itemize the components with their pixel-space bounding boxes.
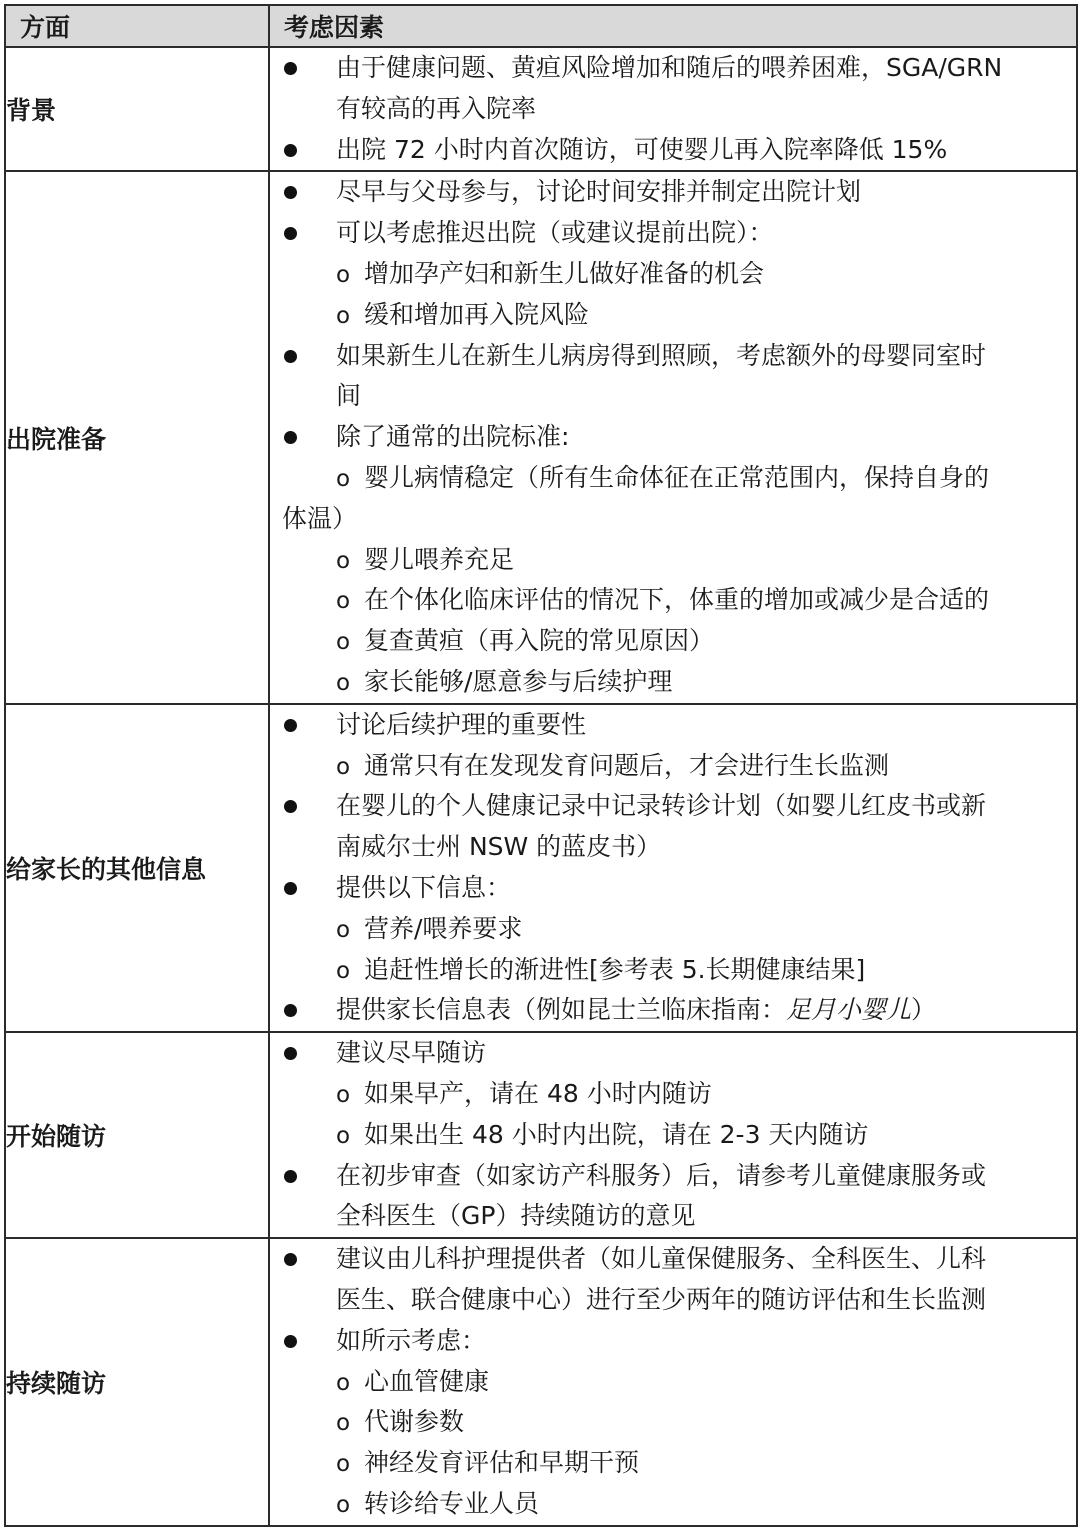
bullet-item [270, 48, 1076, 89]
item-text: 有较高的再入院率 [336, 93, 537, 123]
bullet-item [270, 417, 1076, 458]
sub-item [270, 950, 1076, 991]
sub-bullet-marker: o [336, 588, 351, 615]
sub-item [270, 1484, 1076, 1525]
header-considerations: 考虑因素 [269, 5, 1077, 47]
table-row [5, 171, 1077, 703]
item-text: 转诊给专业人员 [364, 1488, 540, 1518]
item-text: 如所示考虑： [336, 1325, 487, 1355]
bullet-item [270, 1156, 1076, 1197]
sub-bullet-marker: o [336, 669, 351, 696]
item-text: 复查黄疸（再入院的常见原因） [364, 626, 715, 656]
item-text: 建议由儿科护理提供者（如儿童保健服务、全科医生、儿科 [336, 1244, 987, 1274]
item-text: 如果早产，请在 48 小时内随访 [364, 1078, 712, 1108]
considerations-cell [269, 704, 1077, 1032]
item-text: 婴儿喂养充足 [364, 544, 515, 574]
bullet-item [270, 786, 1076, 827]
sub-bullet-marker: o [336, 465, 351, 492]
sub-bullet-marker: o [336, 1491, 351, 1518]
table-row [5, 704, 1077, 1032]
item-text: 在初步审查（如家访产科服务）后，请参考儿童健康服务或 [336, 1160, 987, 1190]
considerations-cell [269, 1238, 1077, 1526]
aspect-cell: 背景 [5, 47, 269, 171]
bullet-item [270, 990, 1076, 1031]
bullet-dot-icon [284, 431, 297, 444]
sub-bullet-marker: o [336, 753, 351, 780]
sub-item [270, 295, 1076, 336]
bullet-item [270, 336, 1076, 377]
item-text: 提供家长信息表（例如昆士兰临床指南： [336, 995, 787, 1025]
considerations-cell [269, 1032, 1077, 1238]
bullet-dot-icon [284, 1004, 297, 1017]
sub-item [270, 1115, 1076, 1156]
item-text: 全科医生（GP）持续随访的意见 [336, 1201, 696, 1231]
item-text: 讨论后续护理的重要性 [336, 709, 587, 739]
aspect-cell: 持续随访 [5, 1238, 269, 1526]
table-row [5, 47, 1077, 171]
item-text: 尽早与父母参与，讨论时间安排并制定出院计划 [336, 177, 862, 207]
item-text: 增加孕产妇和新生儿做好准备的机会 [364, 258, 765, 288]
aspect-cell: 出院准备 [5, 171, 269, 703]
item-text: 在婴儿的个人健康记录中记录转诊计划（如婴儿红皮书或新 [336, 791, 987, 821]
item-text: 建议尽早随访 [336, 1038, 487, 1068]
item-text: 婴儿病情稳定（所有生命体征在正常范围内，保持自身的 [364, 462, 990, 492]
item-text: 提供以下信息： [336, 872, 512, 902]
item-text: 神经发育评估和早期干预 [364, 1448, 640, 1478]
bullet-dot-icon [284, 1253, 297, 1266]
sub-bullet-marker: o [336, 261, 351, 288]
bullet-dot-icon [284, 1335, 297, 1348]
item-text: 家长能够/愿意参与后续护理 [364, 666, 673, 696]
continuation-line [270, 827, 1076, 868]
item-text: 除了通常的出院标准: [336, 422, 570, 452]
bullet-item [270, 705, 1076, 746]
sub-bullet-marker: o [336, 547, 351, 574]
sub-item [270, 746, 1076, 787]
sub-bullet-marker: o [336, 1410, 351, 1437]
aspect-cell: 给家长的其他信息 [5, 704, 269, 1032]
bullet-item [270, 868, 1076, 909]
sub-item [270, 1074, 1076, 1115]
continuation-line [270, 1196, 1076, 1237]
item-text: 在个体化临床评估的情况下，体重的增加或减少是合适的 [364, 585, 990, 615]
considerations-cell [269, 47, 1077, 171]
bullet-dot-icon [284, 186, 297, 199]
sub-bullet-marker: o [336, 1122, 351, 1149]
bullet-item [270, 1239, 1076, 1280]
bullet-dot-icon [284, 800, 297, 813]
sub-bullet-marker: o [336, 1369, 351, 1396]
continuation-line [270, 376, 1076, 417]
sub-item [270, 662, 1076, 703]
item-text: 追赶性增长的渐进性[参考表 5.长期健康结果] [364, 954, 866, 984]
sub-item [270, 540, 1076, 581]
sub-item [270, 254, 1076, 295]
considerations-table [4, 4, 1078, 1527]
table-row [5, 1032, 1077, 1238]
sub-bullet-marker: o [336, 1081, 351, 1108]
item-text: 代谢参数 [364, 1407, 465, 1437]
table-header-row [5, 5, 1077, 47]
sub-item [270, 909, 1076, 950]
sub-item [270, 580, 1076, 621]
sub-bullet-marker: o [336, 302, 351, 329]
bullet-dot-icon [284, 227, 297, 240]
continuation-line [270, 1280, 1076, 1321]
aspect-cell: 开始随访 [5, 1032, 269, 1238]
sub-bullet-marker: o [336, 916, 351, 943]
bullet-item [270, 1321, 1076, 1362]
item-text: 如果出生 48 小时内出院，请在 2-3 天内随访 [364, 1119, 869, 1149]
considerations-cell [269, 171, 1077, 703]
bullet-dot-icon [284, 719, 297, 732]
bullet-dot-icon [284, 350, 297, 363]
continuation-line [270, 499, 1076, 540]
sub-item [270, 458, 1076, 499]
item-text: 南威尔士州 NSW 的蓝皮书） [336, 832, 662, 862]
item-text: 缓和增加再入院风险 [364, 299, 590, 329]
sub-item [270, 621, 1076, 662]
sub-item [270, 1402, 1076, 1443]
sub-bullet-marker: o [336, 1451, 351, 1478]
sub-bullet-marker: o [336, 957, 351, 984]
item-text: 体温） [282, 503, 358, 533]
bullet-item [270, 213, 1076, 254]
item-text: 间 [336, 381, 362, 411]
sub-item [270, 1362, 1076, 1403]
item-text: 通常只有在发现发育问题后，才会进行生长监测 [364, 750, 890, 780]
item-text-tail: ） [911, 995, 937, 1025]
item-text-italic: 足月小婴儿 [786, 995, 912, 1025]
item-text: 心血管健康 [364, 1366, 490, 1396]
bullet-dot-icon [284, 882, 297, 895]
item-text: 出院 72 小时内首次随访，可使婴儿再入院率降低 15% [336, 134, 948, 164]
bullet-item [270, 130, 1076, 171]
sub-item [270, 1443, 1076, 1484]
continuation-line [270, 89, 1076, 130]
bullet-item [270, 172, 1076, 213]
bullet-dot-icon [284, 62, 297, 75]
bullet-dot-icon [284, 1170, 297, 1183]
bullet-dot-icon [284, 144, 297, 157]
item-text: 营养/喂养要求 [364, 913, 523, 943]
item-text: 医生、联合健康中心）进行至少两年的随访评估和生长监测 [336, 1284, 987, 1314]
sub-bullet-marker: o [336, 629, 351, 656]
item-text: 由于健康问题、黄疸风险增加和随后的喂养困难，SGA/GRN [336, 53, 1003, 82]
header-aspect: 方面 [5, 5, 269, 47]
bullet-dot-icon [284, 1047, 297, 1060]
bullet-item [270, 1033, 1076, 1074]
table-row [5, 1238, 1077, 1526]
item-text: 如果新生儿在新生儿病房得到照顾，考虑额外的母婴同室时 [336, 340, 987, 370]
item-text: 可以考虑推迟出院（或建议提前出院）： [336, 218, 774, 248]
